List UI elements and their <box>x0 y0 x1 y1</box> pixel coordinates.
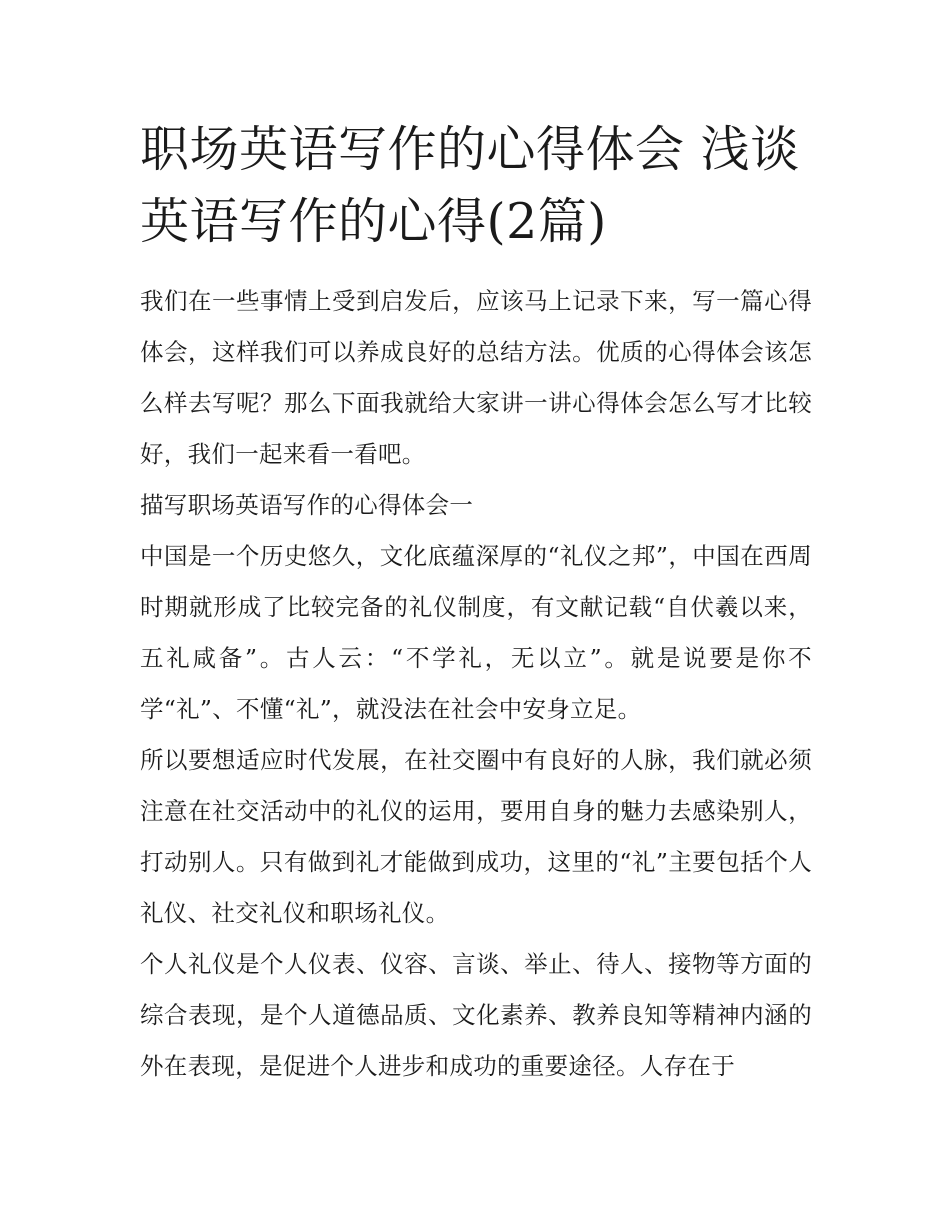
section-heading: 描写职场英语写作的心得体会一 <box>140 491 474 519</box>
body-paragraph: 中国是一个历史悠久，文化底蕴深厚的“礼仪之邦”，中国在西周时期就形成了比较完备的礼仪制度，有文献记载“自伏羲以来，五礼咸备”。古人云：“不学礼，无以立”。就是说要是你不学“礼”、不懂“礼”，就没法在社会中安身立足。 <box>140 542 812 723</box>
body-paragraph: 个人礼仪是个人仪表、仪容、言谈、举止、待人、接物等方面的综合表现，是个人道德品质、文化素养、教养良知等精神内涵的外在表现，是促进个人进步和成功的重要途径。人存在于 <box>140 950 812 1080</box>
document-body <box>140 276 812 1092</box>
document-title: 职场英语写作的心得体会 浅谈英语写作的心得(2篇) <box>140 121 800 250</box>
intro-paragraph: 我们在一些事情上受到启发后，应该马上记录下来，写一篇心得体会，这样我们可以养成良好的总结方法。优质的心得体会该怎么样去写呢？那么下面我就给大家讲一讲心得体会怎么写才比较好，我们一起来看一看吧。 <box>140 287 812 468</box>
body-paragraph: 所以要想适应时代发展，在社交圈中有良好的人脉，我们就必须注意在社交活动中的礼仪的运用，要用自身的魅力去感染别人，打动别人。只有做到礼才能做到成功，这里的“礼”主要包括个人礼仪、社交礼仪和职场礼仪。 <box>140 746 812 927</box>
